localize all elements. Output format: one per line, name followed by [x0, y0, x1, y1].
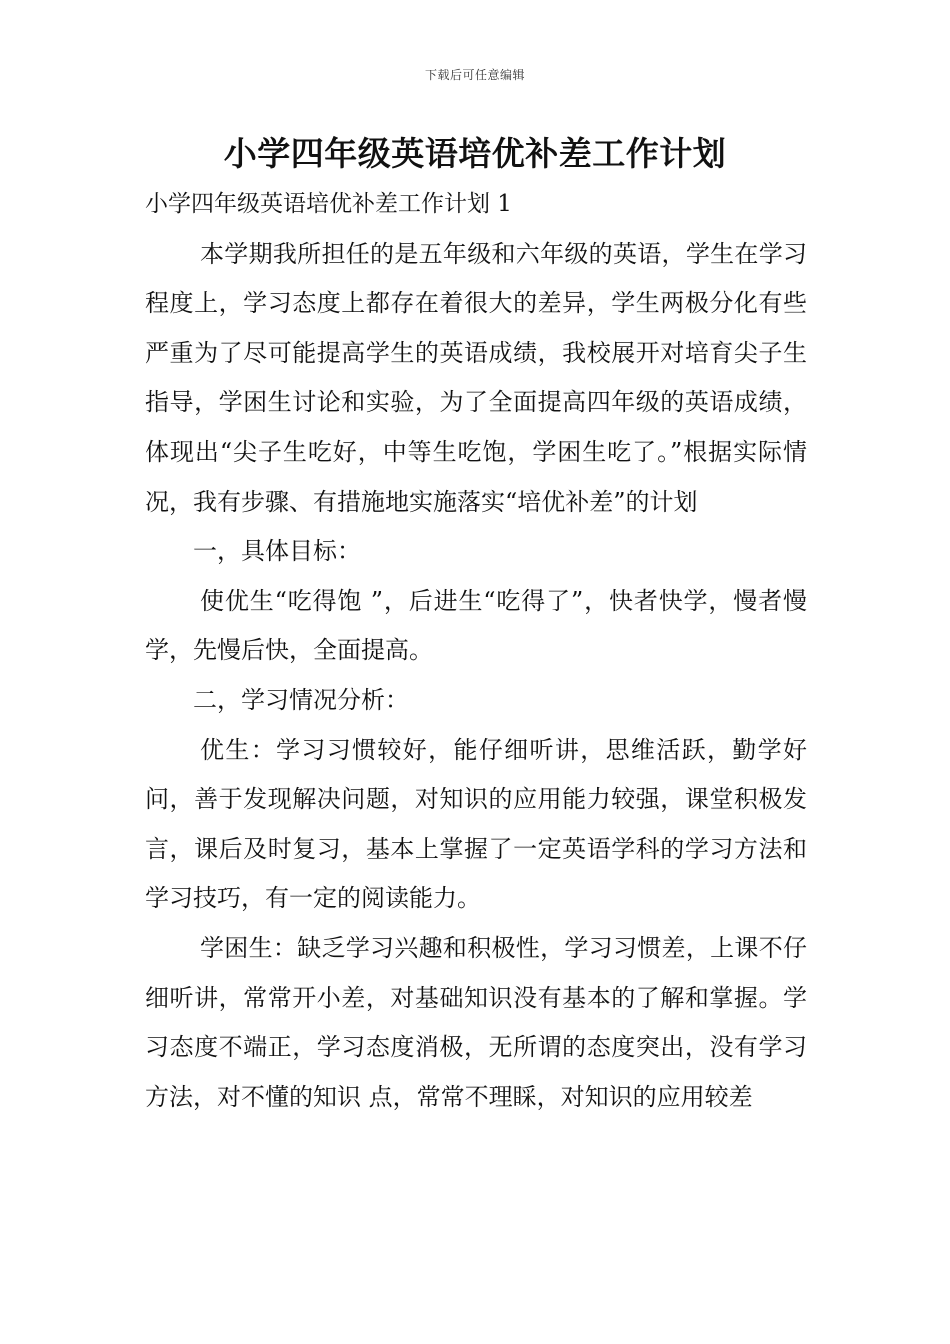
document-body	[145, 180, 807, 1122]
section-heading-analysis: 二，学习情况分析：	[193, 685, 409, 714]
document-title: 小学四年级英语培优补差工作计划	[223, 134, 727, 173]
goal-paragraph: 使优生“吃得饱 ”，后进生“吃得了”，快者快学，慢者慢学，先慢后快，全面提高。	[145, 586, 807, 665]
intro-paragraph: 本学期我所担任的是五年级和六年级的英语，学生在学习程度上，学习态度上都存在着很大的差异，学生两极分化有些严重为了尽可能提高学生的英语成绩，我校展开对培育尖子生指导，学困生讨论和实验，为了全面提高四年级的英语成绩，体现出“尖子生吃好，中等生吃饱，学困生吃了。”根据实际情况，我有步骤、有措施地实施落实“培优补差”的计划	[145, 239, 807, 516]
header-note: 下载后可任意编辑	[424, 68, 525, 82]
struggling-students-paragraph: 学困生：缺乏学习兴趣和积极性，学习习惯差，上课不仔细听讲，常常开小差，对基础知识没有基本的了解和掌握。学习态度不端正，学习态度消极，无所谓的态度突出，没有学习方法，对不懂的知识 点，常常不理睬，对知识的应用较差	[145, 933, 807, 1111]
document-subtitle: 小学四年级英语培优补差工作计划 1	[145, 191, 512, 217]
section-heading-goals: 一，具体目标：	[193, 537, 361, 566]
top-students-paragraph: 优生：学习习惯较好，能仔细听讲，思维活跃，勤学好问，善于发现解决问题，对知识的应用能力较强，课堂积极发言，课后及时复习，基本上掌握了一定英语学科的学习方法和学习技巧，有一定的阅读能力。	[145, 735, 807, 913]
